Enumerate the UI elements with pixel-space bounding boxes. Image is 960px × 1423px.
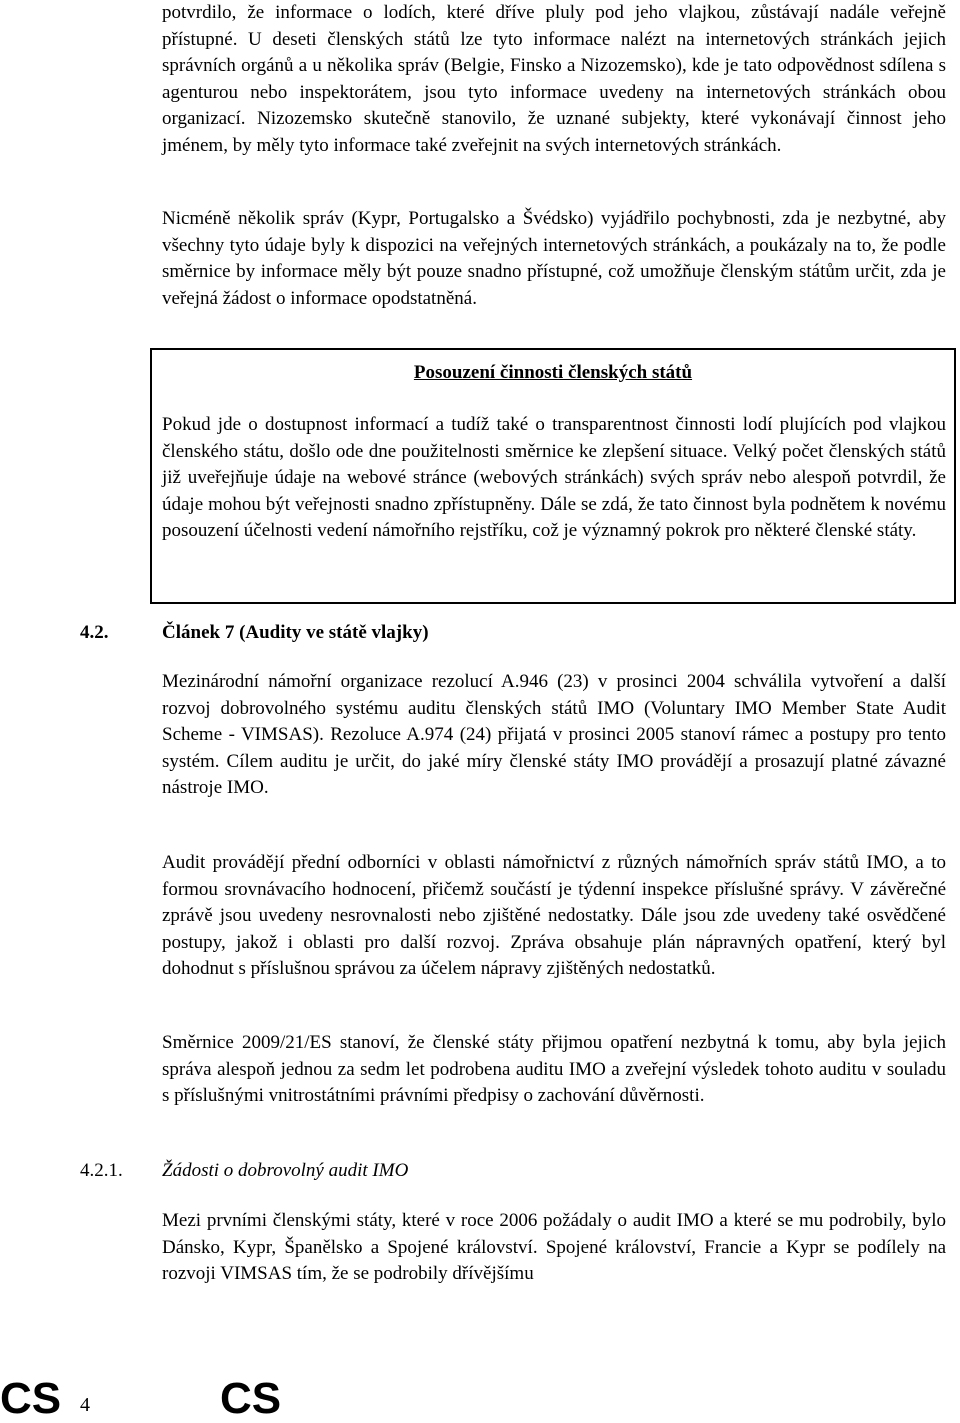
paragraph-audit-process: Audit provádějí přední odborníci v oblasti námořnictví z různých námořních správ států IMO, a to formou srovnávacího hodnocení, přičemž součástí je týdenní inspekce příslušné správy. V závěrečné zprávě jsou uvedeny nesrovnalosti nebo zjištěné nedostatky. Dále jsou zde uvedeny také osvědčené postupy, jakož i oblasti pro další rozvoj. Zpráva obsahuje plán nápravných opatření, který byl dohodnut s příslušnou správou za účelem nápravy zjištěných nedostatků. [162, 852, 946, 979]
section-title-4-2: Článek 7 (Audity ve státě vlajky) [162, 622, 429, 643]
section-title-4-2-1: Žádosti o dobrovolný audit IMO [162, 1160, 409, 1181]
assessment-box [150, 348, 956, 604]
paragraph-imo-resolution: Mezinárodní námořní organizace rezolucí A.946 (23) v prosinci 2004 schválila vytvoření a další rozvoj dobrovolného systému auditu členských států IMO (Voluntary IMO Member State Audit Scheme - VIMSAS). Rezoluce A.974 (24) přijatá v prosinci 2005 stanoví rámec a postupy pro tento systém. Cílem auditu je určit, do jaké míry členské státy IMO provádějí a prosazují platné závazné nástroje IMO. [162, 671, 946, 798]
footer-language-code-left: CS [0, 1374, 62, 1423]
paragraph-intro-continuation: potvrdilo, že informace o lodích, které dříve pluly pod jeho vlajkou, zůstávají nadále veřejně přístupné. U deseti členských států lze tyto informace nalézt na internetových stránkách jejich správních orgánů a u několika správ (Belgie, Finsko a Nizozemsko), kde je tato odpovědnost sdílena s agenturou nebo inspektorátem, jsou tyto informace uvedeny na internetových stránkách obou organizací. Nizozemsko skutečně stanovilo, že uznané subjekty, které vykonávají činnost jeho jménem, by měly tyto informace také zveřejnit na svých internetových stránkách. [162, 2, 946, 156]
paragraph-voluntary-audit-requests: Mezi prvními členskými státy, které v roce 2006 požádaly o audit IMO a které se mu podrobily, bylo Dánsko, Kypr, Španělsko a Spojené království. Spojené království, Francie a Kypr se podílely na rozvoji VIMSAS tím, že se podrobily dřívějšímu [162, 1210, 946, 1284]
footer-language-code-right: CS [220, 1374, 282, 1423]
assessment-box-title: Posouzení činnosti členských států [413, 362, 693, 383]
footer-page-number: 4 [80, 1394, 90, 1416]
section-number-4-2: 4.2. [80, 622, 109, 643]
section-number-4-2-1: 4.2.1. [80, 1160, 123, 1181]
paragraph-directive: Směrnice 2009/21/ES stanoví, že členské státy přijmou opatření nezbytná k tomu, aby byla jejich správa alespoň jednou za sedm let podrobena auditu IMO a zveřejní výsledek tohoto auditu v souladu s příslušnými vnitrostátními právními předpisy o zachování důvěrnosti. [162, 1032, 946, 1106]
assessment-box-text: Pokud jde o dostupnost informací a tudíž také o transparentnost činnosti lodí plujících pod vlajkou členského státu, došlo ode dne použitelnosti směrnice ke zlepšení situace. Velký počet členských států již uveřejňuje údaje na webové stránce (webových stránkách) svých správ nebo alespoň potvrdil, že údaje mohou být veřejnosti snadno zpřístupněny. Dále se zdá, že tato činnost byla podnětem k novému posouzení účelnosti vedení námořního rejstříku, což je významný pokrok pro některé členské státy. [162, 414, 946, 541]
paragraph-reservations: Nicméně několik správ (Kypr, Portugalsko a Švédsko) vyjádřilo pochybnosti, zda je nezbytné, aby všechny tyto údaje byly k dispozici na veřejných internetových stránkách, a poukázaly na to, že podle směrnice by informace měly být pouze snadno přístupné, což umožňuje členským státům určit, zda je veřejná žádost o informace opodstatněná. [162, 208, 946, 309]
